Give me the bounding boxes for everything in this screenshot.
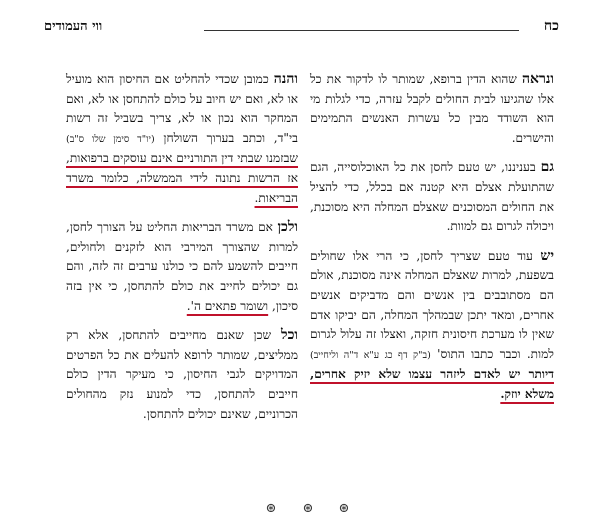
source-citation: (ב"ק דף כג ע"א ד"ה וליחייב) bbox=[310, 349, 431, 361]
running-header bbox=[44, 18, 559, 38]
right-column bbox=[310, 70, 554, 405]
paragraph bbox=[310, 70, 554, 148]
paragraph bbox=[310, 247, 554, 405]
paragraph-lead: גם bbox=[540, 159, 554, 176]
highlighted-quote: שבזמנו שבתי דין התורניים אינם עוסקים ברפואות, אז הרשות נתונה לידי הממשלה, כלומר משרד הבריאות. bbox=[66, 151, 298, 205]
ornament-icon: ⊛ bbox=[302, 501, 314, 516]
paragraph bbox=[310, 158, 554, 236]
paragraph bbox=[66, 326, 298, 424]
paragraph-lead: ולכן bbox=[277, 219, 298, 236]
source-citation: (יו"ד סימן שלו ס"ב) bbox=[66, 133, 155, 145]
left-column bbox=[66, 70, 298, 424]
paragraph-lead: וכל bbox=[281, 327, 298, 344]
paragraph-text: שכן שאנם מחייבים להתחסן, אלא רק ממליצים, שמותר לרופא להעלים את כל הפרטים המדויקים לגבי החיסון, כי מעיקר הדין כולם חייבים להתחסן, כדי למנוע נזק מהחולים הכרוניים, שאינם יכולים להתחסן. bbox=[66, 328, 298, 421]
paragraph-text: עוד טעם שצריך לחסן, כי הרי אלו שחולים בשפעת, למרות שאצלם המחלה אינה מסוכנת, אולם הם מסתובבים בין אנשים והם מדביקים אנשים אחרים, ומאד יתכן שבמהלך המחלה, הם יביקו אדם שאין לו מערכת חיסונית חזקה, ואצלו זה עלול לגרום למות. וכבר כתבו התוס' bbox=[310, 248, 554, 361]
paragraph-lead: והנה bbox=[273, 71, 298, 87]
section-title: ווי העמודים bbox=[44, 19, 103, 34]
paragraph-lead: יש bbox=[540, 247, 554, 264]
header-rule bbox=[204, 30, 519, 31]
paragraph-lead: ונראה bbox=[521, 71, 554, 87]
page-number: כח bbox=[543, 18, 559, 34]
paragraph-text: שהוא הדין ברופא, שמותר לו לדקור את כל אלו שהגיעו לבית החולים לקבל עזרה, כדי לגלות מי הוא השודד מבין כל עשרות האנשים התמימים והישרים. bbox=[310, 72, 554, 145]
paragraph-text: אם משרד הבריאות החליט על הצורך לחסן, למרות שהצורך המירבי הוא לזקנים ולחולים, חייבים להשמע להם כי כולנו ערבים זה לזה, והם גם יכולים לחייב את כולם להתחסן, כי אין בזה סיכון, bbox=[66, 220, 298, 313]
paragraph-text: בעניננו, יש טעם לחסן את כל האוכלוסייה, הגם שהתועלת אצלם היא קטנה אם בכלל, כדי להציל את החולים המסוכנים שאצלם המחלה היא מסוכנת, ויכולה לגרום גם למוות. bbox=[310, 160, 554, 234]
paragraph bbox=[66, 70, 298, 208]
ornament-icon: ⊛ bbox=[338, 501, 350, 516]
paragraph bbox=[66, 218, 298, 316]
ornament-icon: ⊛ bbox=[265, 501, 277, 516]
paragraph-text: כמובן שכדי להחליט אם החיסון הוא מועיל או לא, ואם יש חיוב על כולם להתחסן או לא, ואם המחקר הוא נכון או לא, צריך בשביל זה רשות בי"ד, וכתב בערוך השולחן bbox=[66, 72, 298, 145]
highlighted-quote: דיותר יש לאדם ליזהר עצמו שלא יזיק אחרים, משלא יוזק. bbox=[310, 367, 554, 401]
highlighted-quote: ושומר פתאים ה'. bbox=[186, 298, 269, 313]
